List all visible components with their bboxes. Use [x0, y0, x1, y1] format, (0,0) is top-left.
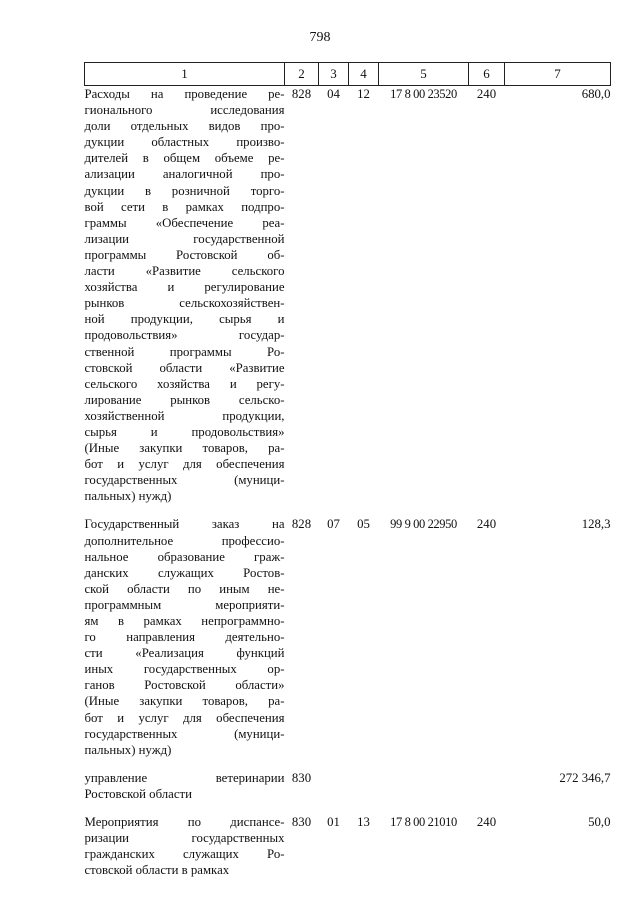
description-line: дукции областных произво-: [84, 135, 285, 150]
row-description: [85, 86, 285, 517]
row-target-article: 17 8 00 23520: [390, 87, 457, 101]
description-line: программным мероприяти-: [84, 597, 285, 612]
description-line: ской области по иным не-: [84, 581, 285, 596]
row-target-article: 17 8 00 21010: [390, 815, 457, 830]
row-expense-type: 240: [476, 87, 497, 101]
row-target-article: 99 9 00 22950: [390, 517, 457, 532]
description-line: сельского хозяйства и регу-: [84, 376, 285, 391]
description-line: (Иные закупки товаров, ра-: [84, 694, 285, 709]
row-amount: 272 346,7: [559, 770, 611, 785]
description-line: ласти «Развитие сельского: [84, 264, 285, 279]
description-line: вой сети в рамках подпро-: [84, 199, 285, 214]
row-expense-type: [469, 770, 505, 814]
header-col-6: 6: [469, 63, 505, 86]
header-col-5: 5: [379, 63, 469, 86]
table-row: [85, 86, 611, 517]
description-line: управление ветеринарии: [84, 770, 285, 785]
description-line: Расходы на проведение ре-: [84, 87, 285, 101]
row-section-code: 01: [327, 815, 340, 830]
row-section-code: 04: [327, 87, 340, 101]
description-line: рынков сельскохозяйствен-: [84, 296, 285, 311]
row-target-article: [379, 770, 469, 814]
description-line: сти «Реализация функций: [84, 646, 285, 661]
row-section-code: [319, 770, 349, 814]
row-amount: 680,0: [581, 87, 611, 101]
description-line: данских служащих Ростов-: [84, 565, 285, 580]
description-line: хозяйственной продукции,: [84, 408, 285, 423]
description-line: Мероприятия по диспансе-: [84, 815, 285, 830]
description-line: ям в рамках непрограммно-: [84, 614, 285, 628]
description-line: хозяйства и регулирование: [84, 280, 285, 295]
description-line: ной продукции, сырья и: [84, 312, 285, 327]
description-line: сырья и продовольствия»: [84, 424, 285, 439]
table-row: [85, 814, 611, 878]
table-row: [85, 516, 611, 769]
row-ved-code: 828: [291, 87, 312, 101]
budget-table: [84, 62, 611, 878]
description-line: бот и услуг для обеспечения: [84, 710, 285, 725]
description-line: ственной программы Ро-: [84, 344, 285, 359]
description-line: нальное образование граж-: [84, 549, 285, 564]
description-line: Ростовской области: [84, 786, 192, 801]
header-row: [85, 63, 611, 86]
row-amount: 128,3: [581, 517, 611, 532]
description-line: лизации государственной: [84, 231, 285, 246]
description-line: го направления деятельно-: [84, 630, 285, 645]
description-line: стовской области в рамках: [84, 863, 230, 878]
row-ved-code: 830: [291, 815, 312, 830]
row-subsection-code: 13: [357, 815, 370, 830]
header-col-7: 7: [505, 63, 611, 86]
description-line: (Иные закупки товаров, ра-: [84, 441, 285, 456]
description-line: стовской области «Развитие: [84, 360, 285, 375]
description-line: программы Ростовской об-: [84, 247, 285, 262]
header-col-4: 4: [349, 63, 379, 86]
description-line: ализации аналогичной про-: [84, 167, 285, 182]
row-description: [85, 814, 285, 878]
row-expense-type: 240: [476, 517, 497, 532]
row-description: [85, 770, 285, 814]
description-line: дукции в розничной торго-: [84, 183, 285, 198]
description-line: дителей в общем объеме ре-: [84, 151, 285, 166]
description-line: иных государственных ор-: [84, 662, 285, 677]
description-line: ганов Ростовской области»: [84, 678, 285, 693]
description-line: лирование рынков сельско-: [84, 392, 285, 407]
row-description: [85, 516, 285, 769]
description-line: дополнительное профессио-: [84, 533, 285, 548]
header-col-3: 3: [319, 63, 349, 86]
description-line: бот и услуг для обеспечения: [84, 457, 285, 472]
description-line: Государственный заказ на: [84, 517, 285, 532]
description-line: продовольствия» государ-: [84, 328, 285, 343]
row-ved-code: 828: [291, 517, 312, 532]
table-row: [85, 770, 611, 814]
description-line: ризации государственных: [84, 831, 285, 846]
header-col-1: 1: [85, 63, 285, 86]
row-subsection-code: 05: [357, 517, 370, 532]
description-line: государственных (муници-: [84, 473, 285, 488]
description-line: пальных) нужд): [84, 489, 172, 504]
row-amount: 50,0: [588, 815, 611, 830]
row-ved-code: 830: [291, 770, 312, 785]
row-expense-type: 240: [476, 815, 497, 830]
description-line: доли отдельных видов про-: [84, 119, 285, 134]
description-line: пальных) нужд): [84, 742, 172, 757]
page-number: 798: [309, 30, 331, 45]
description-line: граммы «Обеспечение реа-: [84, 215, 285, 230]
row-subsection-code: [349, 770, 379, 814]
description-line: государственных (муници-: [84, 726, 285, 741]
description-line: гионального исследования: [84, 103, 285, 118]
header-col-2: 2: [285, 63, 319, 86]
row-section-code: 07: [327, 517, 340, 532]
description-line: гражданских служащих Ро-: [84, 847, 285, 862]
row-subsection-code: 12: [357, 87, 370, 101]
